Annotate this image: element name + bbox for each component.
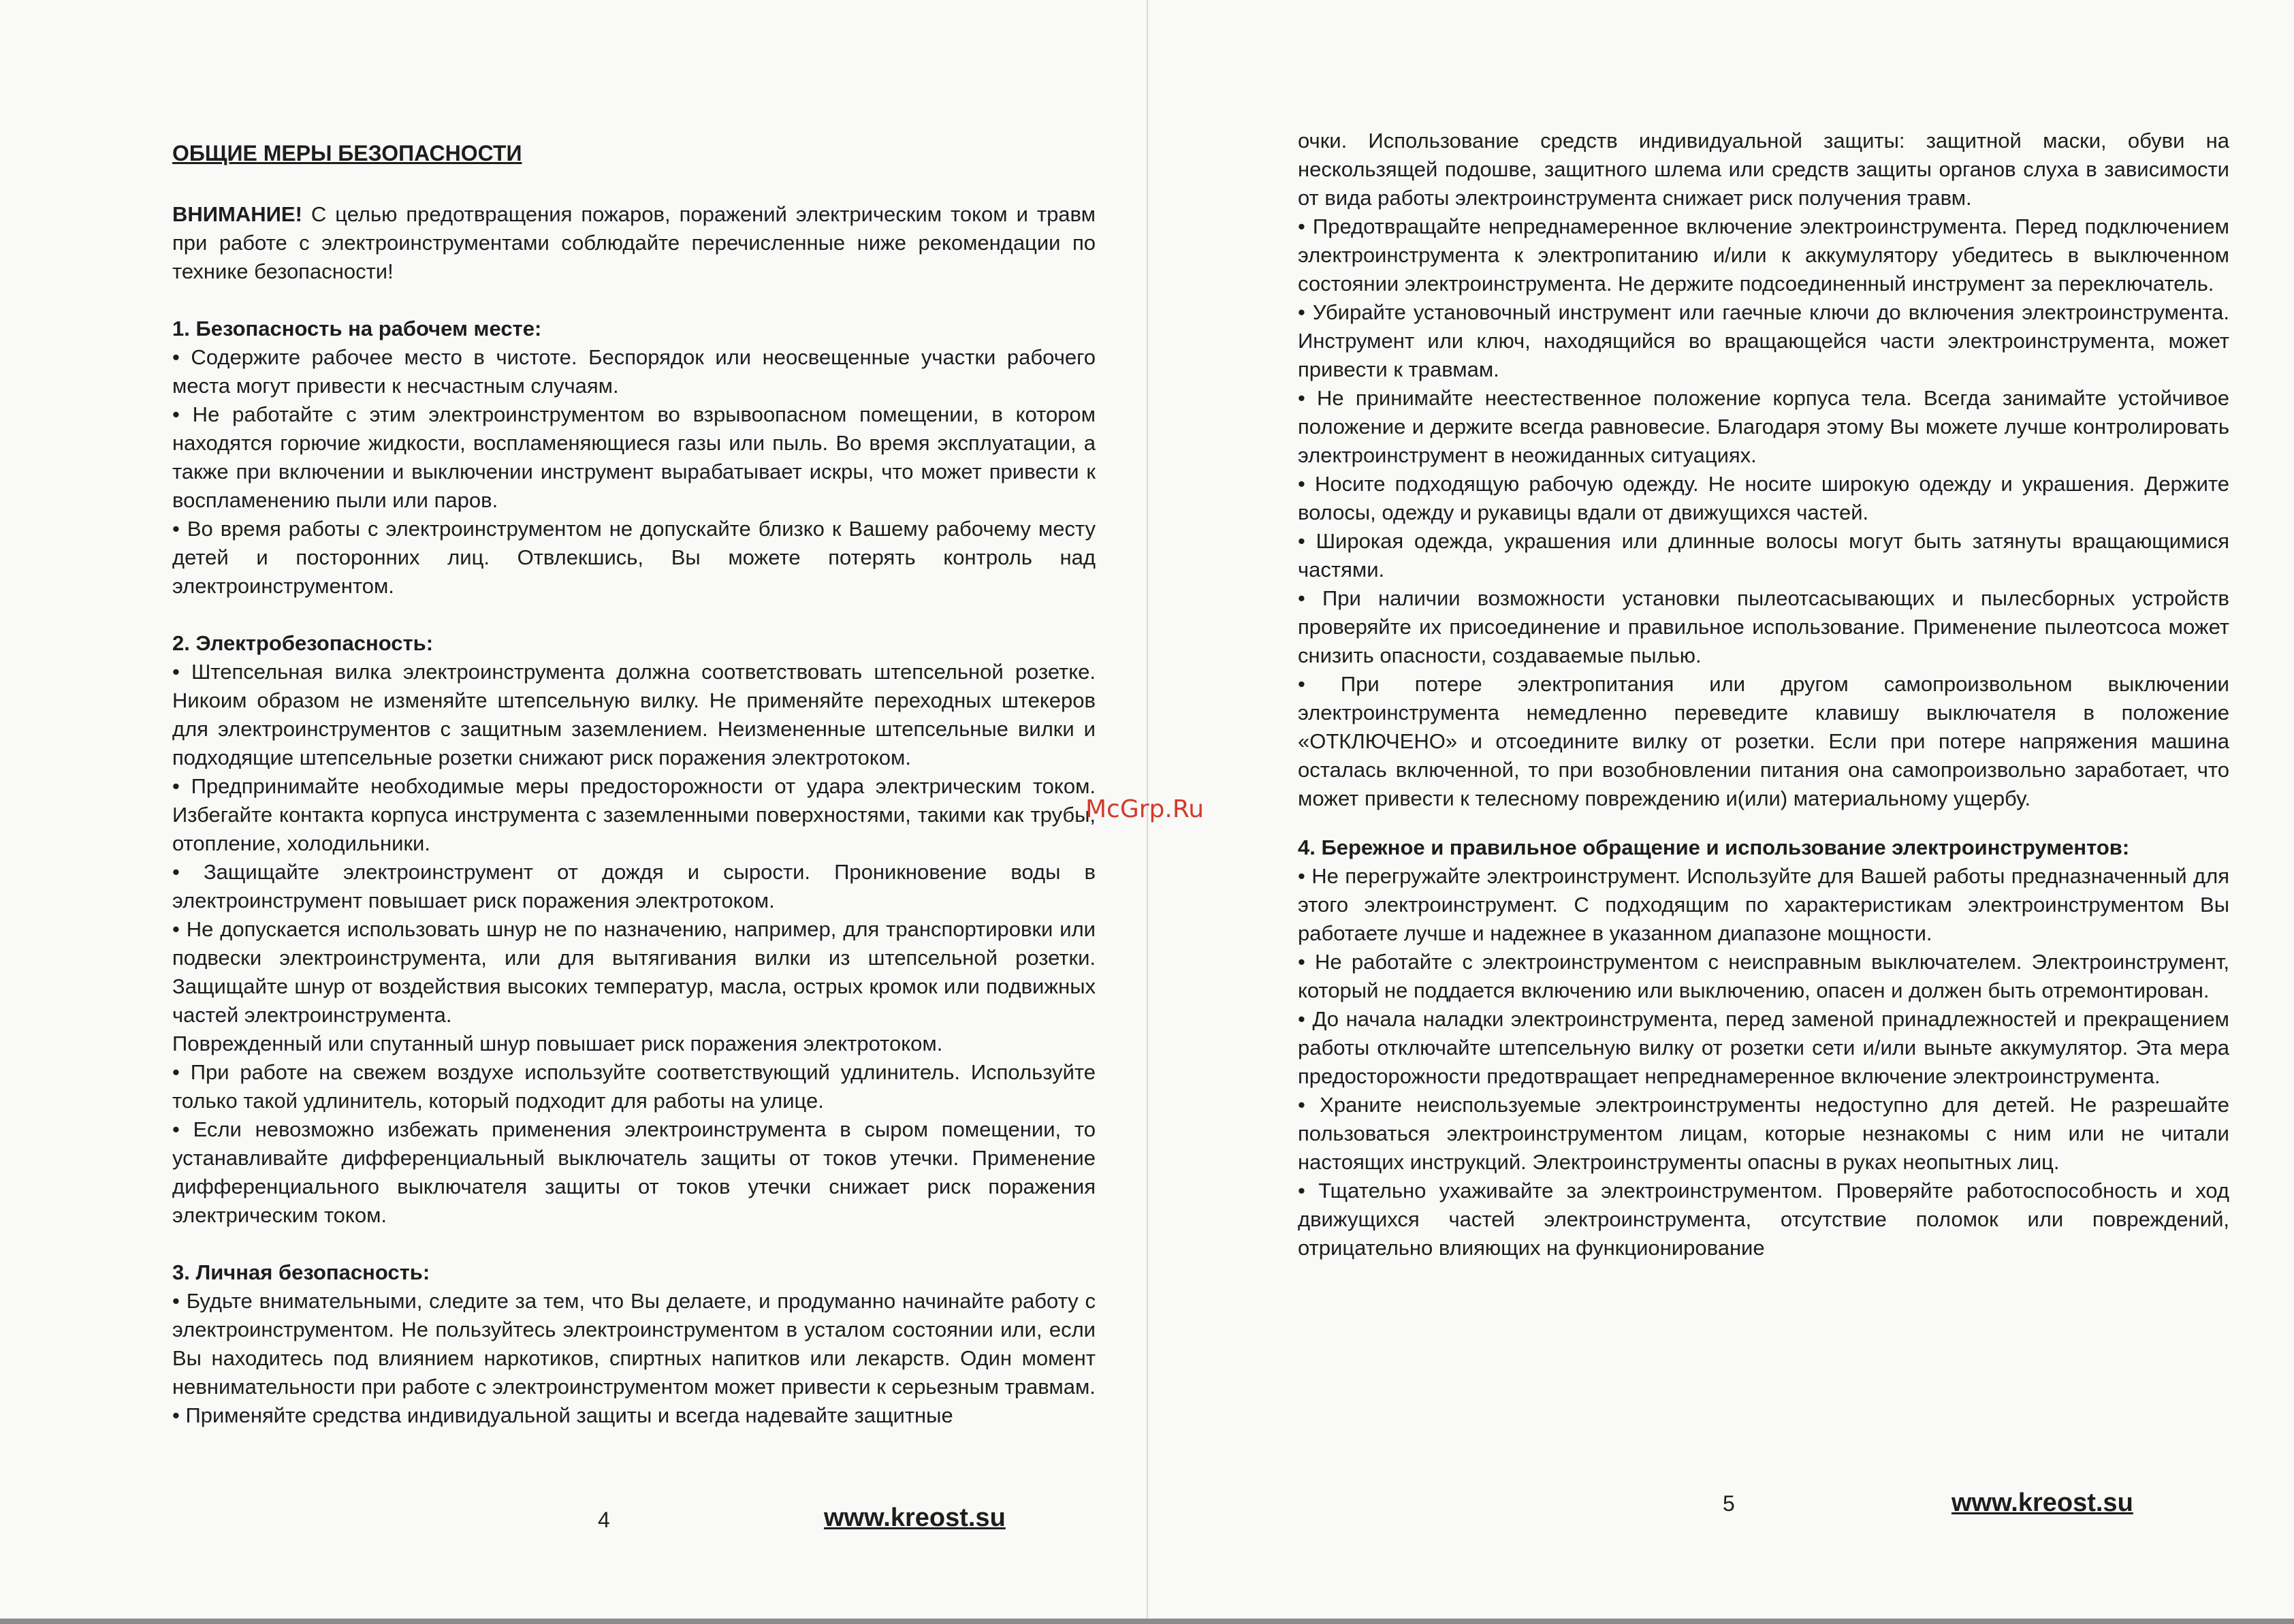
list-item: • Убирайте установочный инструмент или гаечные ключи до включения электроинструмента. Инструмент или ключ, находящийся во вращающейся части электроинструмента, может привести к травмам. [1298, 300, 2229, 381]
list-item: • При наличии возможности установки пылеотсасывающих и пылесборных устройств проверяйте их присоединение и правильное использование. Применение пылеотсоса может снизить опасности, создаваемые пылью. [1298, 586, 2229, 667]
list-item: • Штепсельная вилка электроинструмента должна соответствовать штепсельной розетке. Никоим образом не изменяйте штепсельную вилку. Не применяйте переходных штекеров для электроинструментов с защитным заземлением. Неизмененные штепсельные вилки и подходящие штепсельные розетки снижают риск поражения электротоком. [172, 660, 1096, 769]
list-item: • Предпринимайте необходимые меры предосторожности от удара электрическим током. Избегайте контакта корпуса инструмента с заземленными поверхностями, такими как трубы, отопление, холодильники. [172, 774, 1096, 855]
list-item: • Будьте внимательными, следите за тем, что Вы делаете, и продуманно начинайте работу с электроинструментом. Не пользуйтесь электроинструментом в усталом состоянии или, если Вы находитесь под влиянием наркотиков, спиртных напитков или лекарств. Один момент невнимательности при работе с электроинструментом может привести к серьезным травмам. [172, 1289, 1096, 1399]
list-item: • Не работайте с этим электроинструментом во взрывоопасном помещении, в котором находятся горючие жидкости, воспламеняющиеся газы или пыль. Во время эксплуатации, а также при включении и выключении инструмент вырабатывает искры, что может привести к воспламенению пыли или паров. [172, 402, 1096, 512]
list-item: • Защищайте электроинструмент от дождя и сырости. Проникновение воды в электроинструмент повышает риск поражения электротоком. [172, 860, 1096, 912]
list-item: • Не допускается использовать шнур не по назначению, например, для транспортировки или подвески электроинструмента, или для вытягивания вилки из штепсельной розетки. Защищайте шнур от воздействия высоких температур, масла, острых кромок или подвижных частей электроинструмента. [172, 917, 1096, 1027]
page-number: 5 [1723, 1491, 1735, 1516]
list-item: • До начала наладки электроинструмента, перед заменой принадлежностей и прекращением работы отключайте штепсельную вилку от розетки сети и/или выньте аккумулятор. Эта мера предосторожности предотвращает непреднамеренное включение электроинструмента. [1298, 1007, 2229, 1088]
list-item: • Не работайте с электроинструментом с неисправным выключателем. Электроинструмент, который не поддается включению или выключению, опасен и должен быть отремонтирован. [1298, 950, 2229, 1002]
list-item: • При потере электропитания или другом самопроизвольном выключении электроинструмента немедленно переведите клавишу выключателя в положение «ОТКЛЮЧЕНО» и отсоедините вилку от розетки. Если при потере напряжения машина осталась включенной, то при возобновлении питания она самопроизвольно заработает, что может привести к телесному повреждению и(или) материальному ущербу. [1298, 672, 2229, 810]
list-item: • Не перегружайте электроинструмент. Используйте для Вашей работы предназначенный для этого электроинструмент. С подходящим по характеристикам электроинструментом Вы работаете лучше и надежнее в указанном диапазоне мощности. [1298, 864, 2229, 945]
left-column [172, 139, 1096, 1430]
list-item: • Если невозможно избежать применения электроинструмента в сыром помещении, то устанавливайте дифференциальный выключатель защиты от токов утечки. Применение дифференциального выключателя защиты от токов утечки снижает риск поражения электрическим током. [172, 1117, 1096, 1227]
warning-text: С целью предотвращения пожаров, поражений электрическим током и травм при работе с электроинструментами соблюдайте перечисленные ниже рекомендации по технике безопасности! [172, 202, 1096, 283]
site-link[interactable]: www.kreost.su [824, 1503, 1006, 1532]
continuation-text: очки. Использование средств индивидуальной защиты: защитной маски, обуви на нескользящей подошве, защитного шлема или средств защиты органов слуха в зависимости от вида работы электроинструмента снижает риск получения травм. [1298, 129, 2229, 210]
section-3-heading: 3. Личная безопасность: [172, 1260, 430, 1284]
page-number: 4 [598, 1508, 610, 1532]
list-item: • Не принимайте неестественное положение корпуса тела. Всегда занимайте устойчивое положение и держите всегда равновесие. Благодаря этому Вы можете лучше контролировать электроинструмент в неожиданных ситуациях. [1298, 386, 2229, 467]
watermark: McGrp.Ru [1085, 795, 1205, 823]
list-item: • Носите подходящую рабочую одежду. Не носите широкую одежду и украшения. Держите волосы, одежду и рукавицы вдали от движущихся частей. [1298, 472, 2229, 524]
list-item: • Широкая одежда, украшения или длинные волосы могут быть затянуты вращающимися частями. [1298, 529, 2229, 582]
site-link[interactable]: www.kreost.su [1952, 1488, 2133, 1517]
scan-bottom-edge [0, 1619, 2294, 1624]
list-item: • Содержите рабочее место в чистоте. Беспорядок или неосвещенные участки рабочего места могут привести к несчастным случаям. [172, 345, 1096, 398]
list-item: • Применяйте средства индивидуальной защиты и всегда надевайте защитные [172, 1403, 953, 1427]
warning-label: ВНИМАНИЕ! [172, 202, 302, 226]
list-item: Поврежденный или спутанный шнур повышает риск поражения электротоком. [172, 1032, 943, 1055]
section-4-heading: 4. Бережное и правильное обращение и использование электроинструментов: [1298, 835, 2130, 859]
list-item: • Храните неиспользуемые электроинструменты недоступно для детей. Не разрешайте пользоваться электроинструментом лицам, которые незнакомы с ним или не читали настоящих инструкций. Электроинструменты опасны в руках неопытных лиц. [1298, 1093, 2229, 1174]
list-item: • Во время работы с электроинструментом не допускайте близко к Вашему рабочему месту детей и посторонних лиц. Отвлекшись, Вы можете потерять контроль над электроинструментом. [172, 517, 1096, 598]
list-item: • Предотвращайте непреднамеренное включение электроинструмента. Перед подключением электроинструмента к электропитанию и/или к аккумулятору убедитесь в выключенном состоянии электроинструмента. Не держите подсоединенный инструмент за переключатель. [1298, 214, 2229, 296]
list-item: • При работе на свежем воздухе используйте соответствующий удлинитель. Используйте только такой удлинитель, который подходит для работы на улице. [172, 1060, 1096, 1113]
right-page [1147, 0, 2294, 1624]
section-title: ОБЩИЕ МЕРЫ БЕЗОПАСНОСТИ [172, 141, 522, 165]
section-1-heading: 1. Безопасность на рабочем месте: [172, 317, 542, 340]
list-item: • Тщательно ухаживайте за электроинструментом. Проверяйте работоспособность и ход движущихся частей электроинструмента, отсутствие поломок или повреждений, отрицательно влияющих на функционирование [1298, 1179, 2229, 1260]
right-column [1298, 127, 2229, 1262]
section-2-heading: 2. Электробезопасность: [172, 631, 434, 655]
warning-paragraph [172, 200, 1096, 286]
